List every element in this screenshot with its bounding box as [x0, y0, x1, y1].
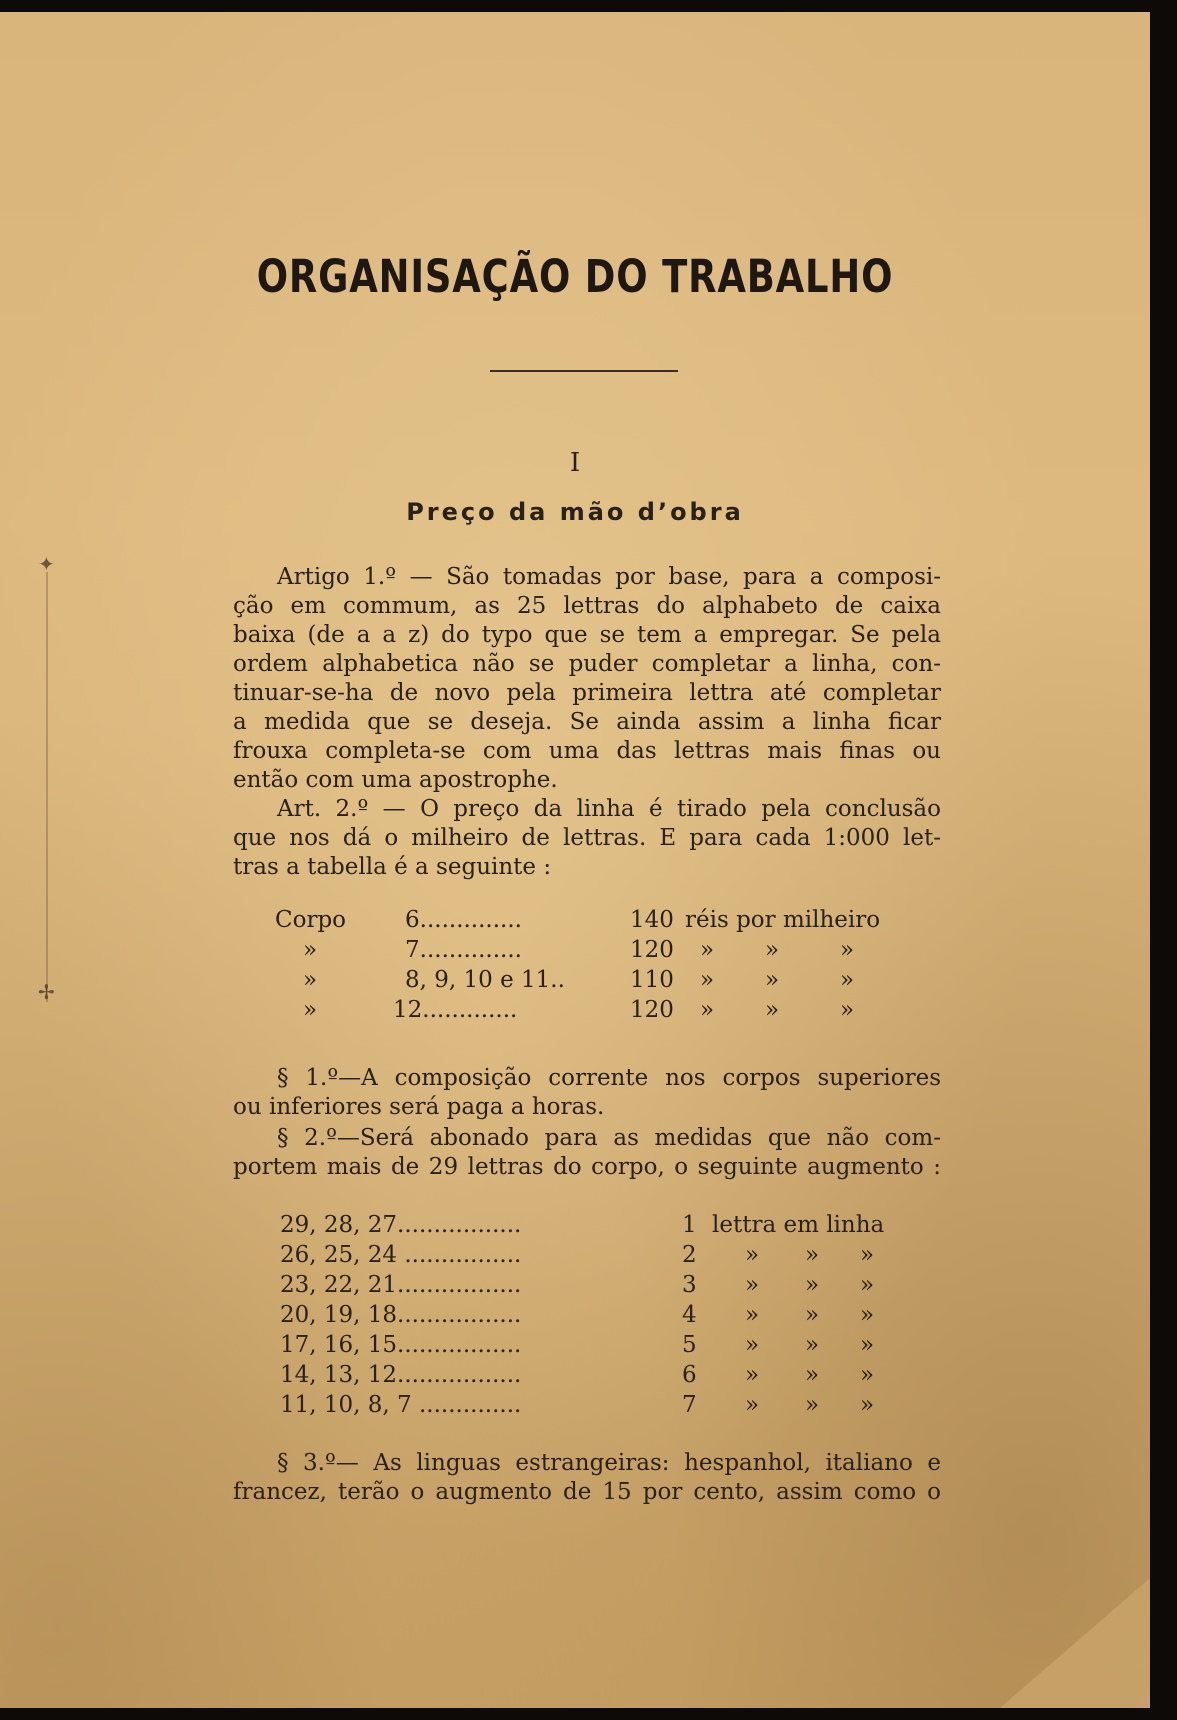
article-1	[233, 563, 941, 795]
table-row: 11, 10, 8, 7 .............. 7 » » »	[280, 1392, 875, 1418]
text-line: § 3.º— As linguas estrangeiras: hespanhol, italiano e	[277, 1450, 941, 1476]
text-line: frouxa completa-se com uma das lettras mais finas ou	[233, 738, 941, 764]
table-row: Corpo 6.............. 140 réis por milheiro	[275, 907, 881, 933]
text-line: ção em commum, as 25 lettras do alphabeto de caixa	[233, 593, 941, 619]
table-row: 26, 25, 24 ................ 2 » » »	[280, 1242, 875, 1268]
table-row: » 12............. 120 » » »	[303, 997, 855, 1023]
table-row: 14, 13, 12................. 6 » » »	[280, 1362, 875, 1388]
paragraph-3	[233, 1449, 941, 1507]
worn-corner	[1000, 1578, 1150, 1708]
text-line: § 1.º—A composição corrente nos corpos superiores	[277, 1065, 941, 1091]
text-line: ordem alphabetica não se puder completar a linha, con-	[233, 651, 941, 677]
table-row: » 8, 9, 10 e 11.. 110 » » »	[303, 967, 855, 993]
fold-mark-top: ✦	[38, 552, 55, 576]
text-line: tinuar-se-ha de novo pela primeira lettra até completar	[233, 680, 941, 706]
table-row: 23, 22, 21................. 3 » » »	[280, 1272, 875, 1298]
text-line: portem mais de 29 lettras do corpo, o seguinte augmento :	[233, 1154, 941, 1180]
price-table	[275, 905, 915, 1025]
fold-mark-bottom: ✢	[38, 980, 55, 1004]
text-line: Art. 2.º — O preço da linha é tirado pela conclusão	[277, 796, 941, 822]
section-number: I	[569, 448, 581, 478]
article-2	[233, 795, 941, 882]
table-row: 29, 28, 27................. 1 lettra em linha	[280, 1212, 885, 1238]
section-title: Preço da mão d’obra	[406, 498, 744, 526]
text-line: tras a tabella é a seguinte :	[233, 854, 552, 880]
table-row: 20, 19, 18................. 4 » » »	[280, 1302, 875, 1328]
text-line: § 2.º—Será abonado para as medidas que não com-	[277, 1125, 941, 1151]
text-line: ou inferiores será paga a horas.	[233, 1094, 605, 1120]
text-line: Artigo 1.º — São tomadas por base, para a composi-	[277, 564, 941, 590]
augment-table	[280, 1210, 920, 1420]
document-page	[0, 12, 1150, 1708]
text-line: francez, terão o augmento de 15 por cento, assim como o	[233, 1479, 941, 1505]
title-rule	[490, 370, 678, 372]
table-row: 17, 16, 15................. 5 » » »	[280, 1332, 875, 1358]
text-line: então com uma apostrophe.	[233, 767, 558, 793]
page-fold-line	[46, 572, 48, 1002]
paragraph-1	[233, 1064, 941, 1122]
paragraph-2	[233, 1124, 941, 1182]
text-line: que nos dá o milheiro de lettras. E para cada 1:000 let-	[233, 825, 941, 851]
table-row: » 7.............. 120 » » »	[303, 937, 855, 963]
text-line: a medida que se deseja. Se ainda assim a linha ficar	[233, 709, 941, 735]
text-line: baixa (de a a z) do typo que se tem a empregar. Se pela	[233, 622, 941, 648]
page-title: ORGANISAÇÃO DO TRABALHO	[256, 250, 894, 303]
